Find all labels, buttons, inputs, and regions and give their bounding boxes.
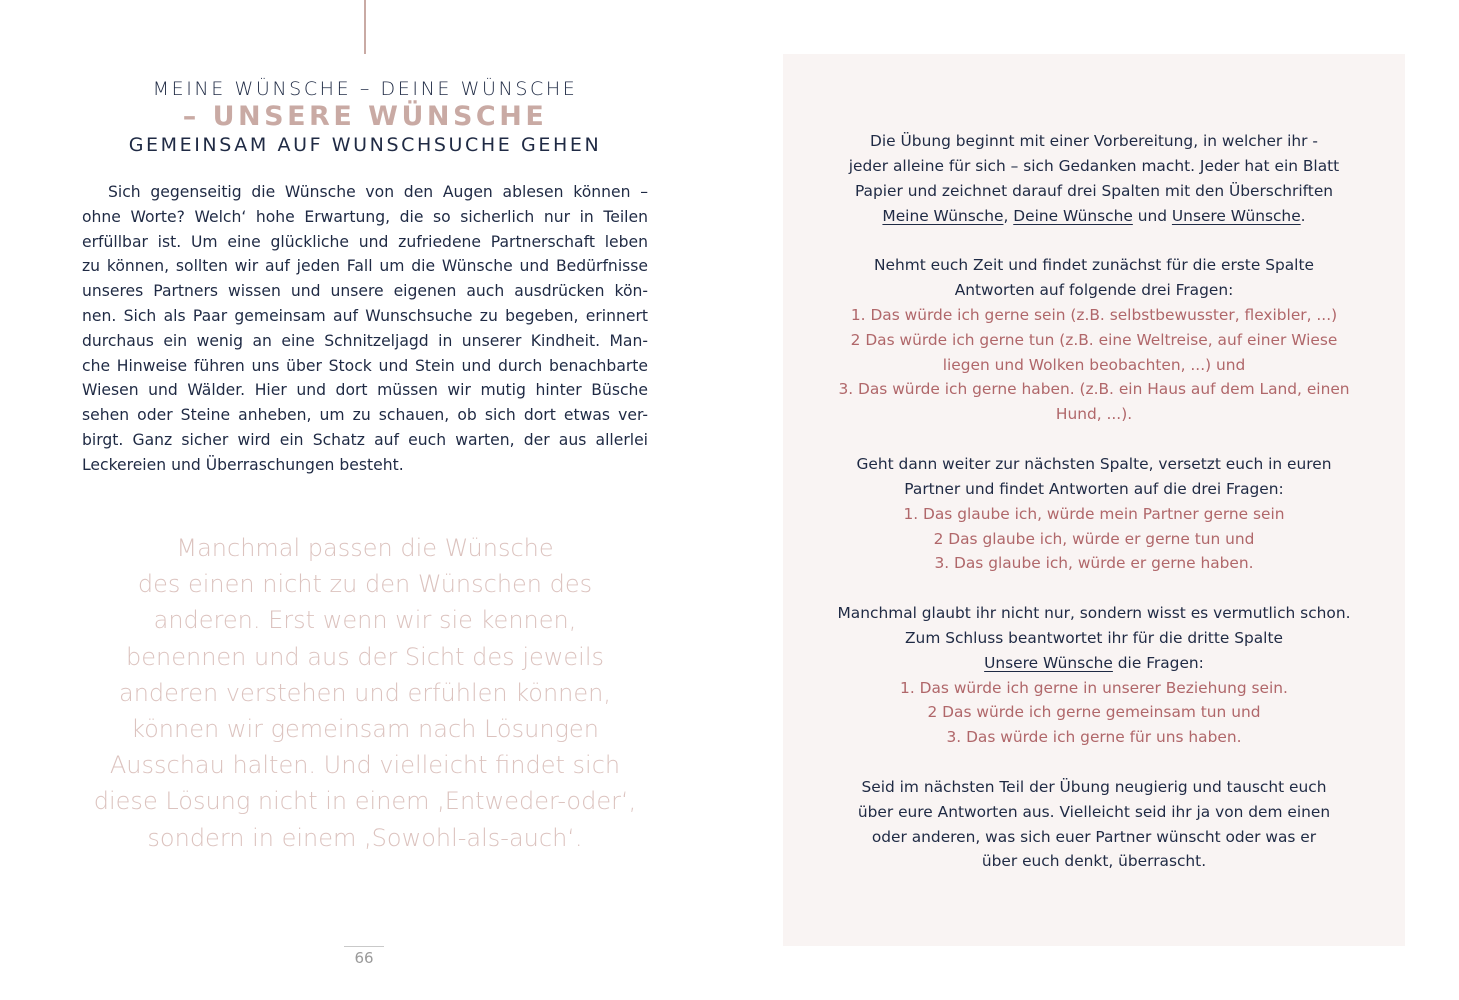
question-text: 3. Das würde ich gerne für uns haben. xyxy=(946,728,1242,747)
exercise-line xyxy=(783,402,1405,427)
exercise-text xyxy=(783,129,1405,874)
blank-line xyxy=(783,427,1405,452)
quote-line: können wir gemeinsam nach Lösungen xyxy=(131,715,599,744)
body-line: durchaus ein wenig an eine Schnitzeljagd in unserer Kindheit. Man- xyxy=(82,331,648,350)
question-text: 2 Das würde ich gerne tun (z.B. eine Weltreise, auf einer Wiese xyxy=(850,330,1338,349)
page-number: 66 xyxy=(344,946,384,967)
question-text: 3. Das würde ich gerne haben. (z.B. ein Haus auf dem Land, einen xyxy=(838,380,1350,399)
exercise-line xyxy=(783,849,1405,874)
heading-line-2: – UNSERE WÜNSCHE xyxy=(182,101,548,132)
exercise-text-segment: Nehmt euch Zeit und findet zunächst für die erste Spalte xyxy=(874,256,1314,275)
exercise-line xyxy=(783,477,1405,502)
exercise-line xyxy=(783,328,1405,353)
top-divider-line xyxy=(364,0,366,54)
question-text: Hund, ...). xyxy=(1055,405,1133,424)
heading-line-1: MEINE WÜNSCHE – DEINE WÜNSCHE xyxy=(152,78,578,100)
exercise-text-segment: Seid im nächsten Teil der Übung neugierig und tauscht euch xyxy=(861,777,1327,796)
exercise-line xyxy=(783,353,1405,378)
question-text: liegen und Wolken beobachten, ...) und xyxy=(942,355,1246,374)
quote-line: diese Lösung nicht in einem ‚Entweder-oder‘, xyxy=(93,787,637,816)
exercise-text-segment: Papier und zeichnet darauf drei Spalten mit den Überschriften xyxy=(854,181,1334,200)
exercise-line xyxy=(783,551,1405,576)
question-text: 1. Das glaube ich, würde mein Partner gerne sein xyxy=(903,504,1285,523)
column-heading-term: Deine Wünsche xyxy=(1013,206,1133,225)
body-line: sehen oder Steine anheben, um zu schauen, ob sich dort etwas ver- xyxy=(82,406,648,425)
question-text: 1. Das würde ich gerne in unserer Beziehung sein. xyxy=(900,678,1288,697)
exercise-line xyxy=(783,154,1405,179)
blank-line xyxy=(783,228,1405,253)
exercise-line xyxy=(783,129,1405,154)
column-heading-term: Unsere Wünsche xyxy=(984,653,1113,672)
exercise-line xyxy=(783,502,1405,527)
exercise-text-segment: Geht dann weiter zur nächsten Spalte, versetzt euch in euren xyxy=(856,454,1332,473)
exercise-line xyxy=(783,527,1405,552)
exercise-text-segment: Partner und findet Antworten auf die drei Fragen: xyxy=(904,479,1284,498)
exercise-line xyxy=(783,825,1405,850)
body-line: che Hinweise führen uns über Stock und Stein und durch benachbarte xyxy=(82,356,648,375)
exercise-line xyxy=(783,253,1405,278)
exercise-line xyxy=(783,651,1405,676)
question-text: 2 Das glaube ich, würde er gerne tun und xyxy=(933,529,1255,548)
question-text: 3. Das glaube ich, würde er gerne haben. xyxy=(934,554,1254,573)
pull-quote xyxy=(60,530,670,856)
exercise-line xyxy=(783,700,1405,725)
exercise-text-segment: . xyxy=(1300,206,1306,225)
exercise-text-segment: Die Übung beginnt mit einer Vorbereitung, in welcher ihr - xyxy=(870,132,1318,150)
exercise-text-segment: , xyxy=(1003,206,1014,225)
quote-line: Ausschau halten. Und vielleicht findet sich xyxy=(109,751,621,780)
exercise-text-segment: jeder alleine für sich – sich Gedanken macht. Jeder hat ein Blatt xyxy=(848,156,1340,175)
blank-line xyxy=(783,750,1405,775)
column-heading-term: Unsere Wünsche xyxy=(1171,206,1301,225)
body-line: ohne Worte? Welch‘ hohe Erwartung, die so sicherlich nur in Teilen xyxy=(82,207,648,226)
exercise-text-segment: Antworten auf folgende drei Fragen: xyxy=(954,281,1234,300)
column-heading-term: Meine Wünsche xyxy=(882,206,1004,225)
body-line: birgt. Ganz sicher wird ein Schatz auf euch warten, der aus allerlei xyxy=(82,430,648,449)
exercise-text-segment: über eure Antworten aus. Vielleicht seid ihr ja von dem einen xyxy=(857,802,1331,821)
exercise-line xyxy=(783,775,1405,800)
body-paragraph xyxy=(82,180,648,478)
exercise-line xyxy=(783,452,1405,477)
body-line: Leckereien und Überraschungen besteht. xyxy=(82,455,404,474)
heading-subtitle: GEMEINSAM AUF WUNSCHSUCHE GEHEN xyxy=(128,134,602,156)
body-line: Wiesen und Wälder. Hier und dort müssen wir mutig hinter Büsche xyxy=(82,381,648,400)
question-text: 1. Das würde ich gerne sein (z.B. selbstbewusster, flexibler, ...) xyxy=(850,305,1338,324)
blank-line xyxy=(783,576,1405,601)
question-text: 2 Das würde ich gerne gemeinsam tun und xyxy=(927,703,1261,722)
exercise-text-segment: Zum Schluss beantwortet ihr für die dritte Spalte xyxy=(905,628,1283,647)
quote-line: benennen und aus der Sicht des jeweils xyxy=(126,642,604,671)
exercise-line xyxy=(783,377,1405,402)
exercise-text-segment: Manchmal glaubt ihr nicht nur, sondern wisst es vermutlich schon. xyxy=(837,604,1351,623)
quote-line: des einen nicht zu den Wünschen des xyxy=(137,570,593,599)
exercise-line xyxy=(783,800,1405,825)
quote-line: sondern in einem ‚Sowohl-als-auch‘. xyxy=(147,823,583,852)
exercise-line xyxy=(783,626,1405,651)
body-line: Sich gegenseitig die Wünsche von den Augen ablesen können – xyxy=(108,183,648,201)
exercise-text-segment: die Fragen: xyxy=(1112,653,1204,672)
quote-line: anderen verstehen und erfühlen können, xyxy=(118,678,611,707)
chapter-heading xyxy=(82,76,648,158)
exercise-text-segment: über euch denkt, überrascht. xyxy=(981,852,1207,871)
body-line: nen. Sich als Paar gemeinsam auf Wunschsuche zu begeben, erinnert xyxy=(82,306,648,325)
exercise-line xyxy=(783,278,1405,303)
quote-line: Manchmal passen die Wünsche xyxy=(176,534,554,562)
exercise-line xyxy=(783,179,1405,204)
exercise-text-segment: oder anderen, was sich euer Partner wünscht oder was er xyxy=(871,827,1317,846)
body-line: erfüllbar ist. Um eine glückliche und zufriedene Partnerschaft leben xyxy=(82,232,648,251)
body-line: zu können, sollten wir auf jeden Fall um die Wünsche und Bedürfnisse xyxy=(82,257,648,276)
body-line: unseres Partners wissen und unsere eigenen auch ausdrücken kön- xyxy=(82,282,648,301)
exercise-line xyxy=(783,725,1405,750)
exercise-line xyxy=(783,303,1405,328)
quote-line: anderen. Erst wenn wir sie kennen, xyxy=(153,606,577,635)
exercise-line xyxy=(783,676,1405,701)
exercise-line xyxy=(783,601,1405,626)
exercise-line xyxy=(783,204,1405,229)
exercise-text-segment: und xyxy=(1132,206,1172,225)
